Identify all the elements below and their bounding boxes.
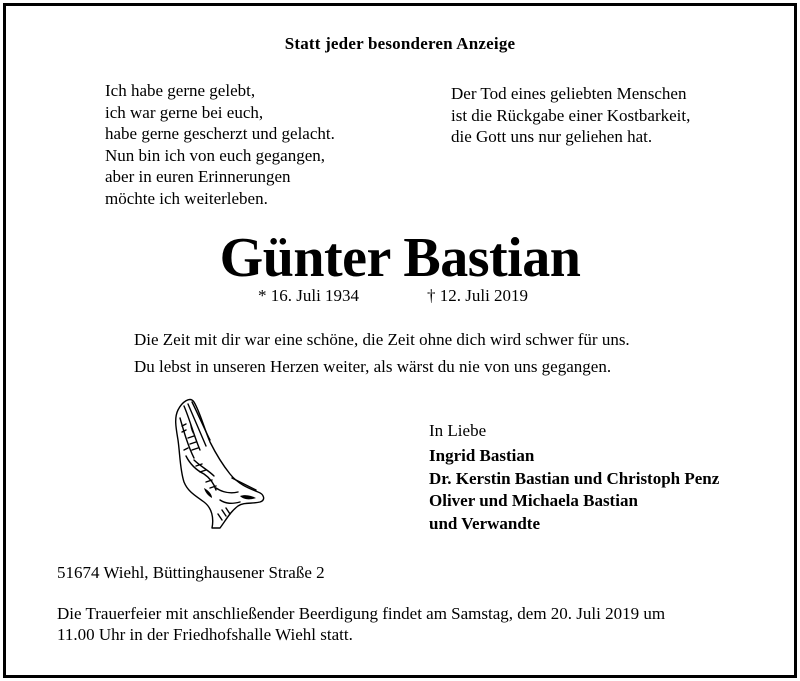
mourner-name: Dr. Kerstin Bastian und Christoph Penz bbox=[429, 468, 720, 488]
mourner-name: Oliver und Michaela Bastian bbox=[429, 491, 638, 510]
poem-left-line: Ich habe gerne gelebt, bbox=[105, 81, 256, 100]
praying-hands-icon bbox=[160, 392, 275, 532]
funeral-notice-line: Die Trauerfeier mit anschließender Beerdigung findet am Samstag, dem 20. Juli 2019 um bbox=[57, 604, 666, 623]
mourner-name: und Verwandte bbox=[429, 513, 541, 533]
quote-line: Die Zeit mit dir war eine schöne, die Zeit ohne dich wird schwer für uns. bbox=[134, 330, 630, 349]
poem-left-line: möchte ich weiterleben. bbox=[105, 188, 268, 208]
poem-right-line: ist die Rückgabe einer Kostbarkeit, bbox=[451, 105, 691, 125]
quote-line: Du lebst in unseren Herzen weiter, als wärst du nie von uns gegangen. bbox=[134, 357, 612, 376]
mourner-name: Ingrid Bastian bbox=[429, 446, 535, 465]
birth-date: * 16. Juli 1934 bbox=[258, 286, 360, 305]
deceased-name: Günter Bastian bbox=[219, 227, 581, 289]
notice-header: Statt jeder besonderen Anzeige bbox=[284, 34, 516, 53]
poem-left bbox=[105, 80, 335, 209]
family-address: 51674 Wiehl, Büttinghausener Straße 2 bbox=[57, 563, 325, 582]
love-intro: In Liebe bbox=[429, 421, 487, 440]
poem-right bbox=[451, 83, 690, 148]
poem-right-line: die Gott uns nur geliehen hat. bbox=[451, 127, 653, 146]
poem-left-line: Nun bin ich von euch gegangen, bbox=[105, 145, 325, 165]
poem-left-line: aber in euren Erinnerungen bbox=[105, 167, 291, 186]
poem-left-line: habe gerne gescherzt und gelacht. bbox=[105, 124, 335, 143]
mourners-list bbox=[429, 445, 719, 535]
funeral-notice-line: 11.00 Uhr in der Friedhofshalle Wiehl statt. bbox=[57, 625, 353, 644]
death-date: † 12. Juli 2019 bbox=[427, 286, 529, 305]
poem-right-line: Der Tod eines geliebten Menschen bbox=[451, 84, 687, 103]
poem-left-line: ich war gerne bei euch, bbox=[105, 102, 264, 122]
